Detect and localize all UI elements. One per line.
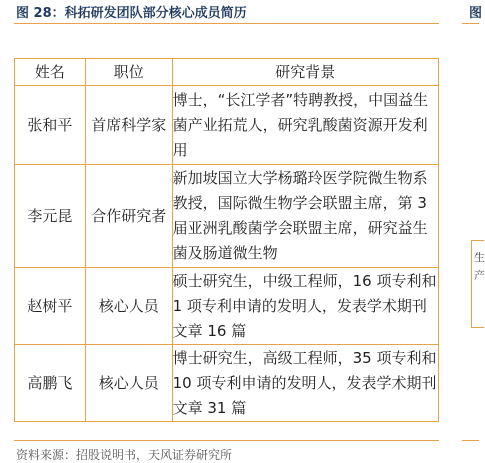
member-role: 合作研究者 [85,165,172,268]
member-background: 博士研究生，高级工程师，35 项专利和 10 项专利申请的发明人，发表学术期刊文章 31 篇 [172,345,438,422]
member-name: 李元昆 [15,165,86,268]
header-name: 姓名 [15,59,86,86]
member-background: 硕士研究生，中级工程师，16 项专利和 1 项专利申请的发明人，发表学术期刊文章 16 篇 [172,268,438,345]
header-background: 研究背景 [172,59,438,86]
adjacent-source-divider [462,440,479,441]
member-role: 核心人员 [85,345,172,422]
figure-title: 图 28：科拓研发团队部分核心成员简历 [16,6,247,21]
member-name: 高鹏飞 [15,345,86,422]
title-divider [14,23,439,24]
header-role: 职位 [85,59,172,86]
member-background: 新加坡国立大学杨璐玲医学院微生物系教授，国际微生物学会联盟主席，第 3 届亚洲乳酸菌学会联盟主席，研究益生菌及肠道微生物 [172,165,438,268]
table-row [15,268,439,345]
adjacent-table-char: 生 [474,251,485,264]
adjacent-table-fragment [471,240,484,328]
team-resume-table [14,58,439,422]
adjacent-figure-title-fragment: 图 [469,6,483,21]
source-divider [14,440,439,441]
source-note: 资料来源：招股说明书，天风证券研究所 [16,448,233,462]
adjacent-table-char: 产 [474,269,485,282]
table-row [15,345,439,422]
member-background: 博士，“长江学者”特聘教授，中国益生菌产业拓荒人，研究乳酸菌资源开发利用 [172,86,438,165]
member-role: 核心人员 [85,268,172,345]
adjacent-title-divider [462,23,479,24]
member-name: 张和平 [15,86,86,165]
member-role: 首席科学家 [85,86,172,165]
table-header-row [15,59,439,86]
table-row [15,86,439,165]
table-row [15,165,439,268]
member-name: 赵树平 [15,268,86,345]
